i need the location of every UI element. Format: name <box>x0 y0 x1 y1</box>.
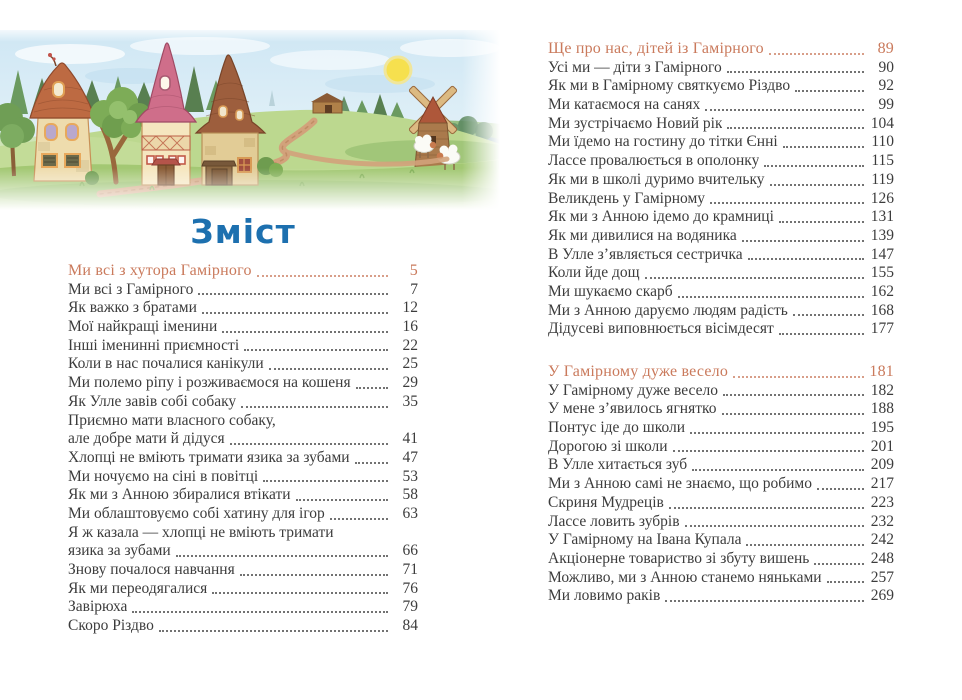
dot-leader <box>222 331 388 333</box>
toc-entry-page-number: 209 <box>870 456 894 474</box>
dot-leader <box>241 406 388 408</box>
toc-entry-label: язика за зубами <box>68 542 171 560</box>
toc-entry-label: Приємно мати власного собаку, <box>68 411 276 429</box>
dot-leader <box>779 221 864 223</box>
toc-entry-label: У Гамірному дуже весело <box>548 381 718 399</box>
toc-entry-label: Коли йде дощ <box>548 264 640 282</box>
toc-entry-label: Як ми з Анною збиралися втікати <box>68 486 291 504</box>
toc-entry-page-number: 168 <box>870 301 894 319</box>
toc-section-heading <box>548 363 894 382</box>
toc-entry-label: Акціонерне товариство зі збуту вишень <box>548 549 810 567</box>
toc-entry <box>548 419 894 438</box>
toc-entry-label: Лассе ловить зубрів <box>548 512 680 530</box>
toc-entry-page-number: 162 <box>870 282 894 300</box>
toc-entry-label: Ми облаштовуємо собі хатину для ігор <box>68 504 325 522</box>
toc-entry-page-number: 71 <box>402 561 418 578</box>
dot-leader <box>645 277 864 279</box>
toc-entry-label: Ми всі з Гамірного <box>68 280 194 298</box>
toc-entry-label: Як ми з Анною ідемо до крамниці <box>548 208 774 226</box>
toc-entry-label: Дорогою зі школи <box>548 437 668 455</box>
toc-entry-label: У мене з’явилось ягнятко <box>548 400 717 418</box>
dot-leader <box>685 525 864 527</box>
toc-entry-label: Як ми дивилися на водяника <box>548 226 737 244</box>
toc-entry-page-number: 66 <box>402 542 418 560</box>
dot-leader <box>244 349 388 351</box>
dot-leader <box>230 443 388 445</box>
toc-entry <box>68 299 418 318</box>
toc-entry <box>68 561 418 580</box>
toc-entry-label: Я ж казала — хлопці не вміють тримати <box>68 523 334 541</box>
toc-entry-label: Ми ночуємо на сіні в повітці <box>68 467 259 485</box>
toc-entry-label: Ми з Анною даруємо людям радість <box>548 301 788 319</box>
toc-left-sections <box>68 262 418 636</box>
toc-right-sections <box>548 40 894 606</box>
dot-leader <box>817 488 864 490</box>
toc-entry-label: Понтус іде до школи <box>548 419 686 437</box>
toc-section <box>548 40 894 339</box>
toc-entry-page-number: 25 <box>402 355 418 373</box>
toc-entry-label: Завірюха <box>68 598 128 616</box>
contents-title: Зміст <box>190 212 296 251</box>
dot-leader <box>296 499 388 501</box>
toc-entry-label: Як Улле завів собі собаку <box>68 392 237 410</box>
dot-leader <box>263 480 388 482</box>
toc-section <box>68 262 418 636</box>
dot-leader <box>722 413 865 415</box>
dot-leader <box>669 507 864 509</box>
dot-leader <box>212 592 388 594</box>
toc-entry-label: Можливо, ми з Анною станемо няньками <box>548 568 822 586</box>
dot-leader <box>356 387 388 389</box>
dot-leader <box>783 146 864 148</box>
toc-entry-page-number: 188 <box>870 400 894 418</box>
dot-leader <box>827 581 864 583</box>
toc-entry-page-number: 22 <box>402 336 418 354</box>
toc-entry <box>548 438 894 457</box>
toc-heading-page-number: 89 <box>877 40 894 57</box>
toc-entry <box>68 524 418 543</box>
toc-entry-label: Хлопці не вміють тримати язика за зубами <box>68 448 350 466</box>
toc-entry-page-number: 29 <box>402 374 418 392</box>
dot-leader <box>770 184 864 186</box>
toc-heading-page-number: 181 <box>869 363 894 380</box>
dot-leader <box>795 90 864 92</box>
toc-entry-page-number: 177 <box>870 320 894 338</box>
toc-heading-label: Ще про нас, дітей із Гамірного <box>548 40 764 57</box>
dot-leader <box>330 518 388 520</box>
dot-leader <box>673 450 864 452</box>
dot-leader <box>257 275 388 277</box>
toc-entry-page-number: 131 <box>870 208 894 226</box>
toc-entry-label: Мої найкращі іменини <box>68 318 218 336</box>
toc-entry <box>548 550 894 569</box>
toc-entry-label: Інші іменинні приємності <box>68 336 240 354</box>
toc-entry <box>548 190 894 209</box>
toc-entry-label: Скриня Мудреців <box>548 493 664 511</box>
toc-entry-label: але добре мати й дідуся <box>68 430 225 448</box>
toc-entry <box>548 208 894 227</box>
village-illustration <box>0 18 500 210</box>
toc-entry <box>68 337 418 356</box>
dot-leader <box>705 109 864 111</box>
toc-entry-label: Дідусеві виповнюється вісімдесят <box>548 320 774 338</box>
dot-leader <box>727 71 864 73</box>
toc-entry <box>548 475 894 494</box>
toc-entry-label: Як важко з братами <box>68 299 197 317</box>
toc-entry-label: Ми шукаємо скарб <box>548 282 673 300</box>
toc-entry <box>548 494 894 513</box>
toc-entry-page-number: 47 <box>402 448 418 466</box>
dot-leader <box>692 469 864 471</box>
toc-entry-page-number: 53 <box>402 467 418 485</box>
dot-leader <box>727 127 864 129</box>
toc-entry-page-number: 257 <box>870 568 894 586</box>
toc-heading-label: Ми всі з хутора Гамірного <box>68 262 252 279</box>
toc-entry <box>68 355 418 374</box>
toc-entry <box>68 542 418 561</box>
dot-leader <box>159 630 388 632</box>
dot-leader <box>733 376 864 378</box>
toc-entry <box>548 283 894 302</box>
toc-entry-label: В Улле хитається зуб <box>548 456 688 474</box>
toc-entry-page-number: 269 <box>870 587 894 605</box>
toc-entry-page-number: 12 <box>402 299 418 317</box>
toc-entry-page-number: 119 <box>871 170 894 188</box>
toc-entry-page-number: 104 <box>870 114 894 132</box>
toc-entry-page-number: 126 <box>870 189 894 207</box>
toc-entry-page-number: 63 <box>402 504 418 522</box>
toc-entry <box>68 598 418 617</box>
toc-entry <box>548 302 894 321</box>
toc-entry <box>548 59 894 78</box>
dot-leader <box>198 293 388 295</box>
toc-entry <box>548 531 894 550</box>
toc-entry-page-number: 223 <box>870 493 894 511</box>
toc-entry <box>548 77 894 96</box>
dot-leader <box>355 462 388 464</box>
toc-entry-label: Коли в нас почалися канікули <box>68 355 264 373</box>
toc-entry-page-number: 195 <box>870 419 894 437</box>
toc-entry-label: Усі ми — діти з Гамірного <box>548 58 722 76</box>
toc-entry-page-number: 84 <box>402 617 418 635</box>
dot-leader <box>269 368 388 370</box>
toc-entry <box>548 152 894 171</box>
dot-leader <box>665 600 864 602</box>
toc-entry <box>548 171 894 190</box>
toc-heading-label: У Гамірному дуже весело <box>548 363 729 380</box>
toc-entry-label: Знову почалося навчання <box>68 561 235 578</box>
toc-entry <box>68 580 418 599</box>
toc-entry-page-number: 90 <box>878 58 894 76</box>
toc-right-page <box>548 40 894 606</box>
toc-entry <box>548 513 894 532</box>
toc-entry-page-number: 76 <box>402 579 418 597</box>
toc-entry-page-number: 155 <box>870 264 894 282</box>
toc-entry-label: Ми ловимо раків <box>548 587 661 605</box>
dot-leader <box>723 394 864 396</box>
toc-entry-label: Ми зустрічаємо Новий рік <box>548 114 723 132</box>
dot-leader <box>202 312 388 314</box>
toc-entry <box>68 393 418 412</box>
dot-leader <box>814 563 864 565</box>
toc-entry-page-number: 201 <box>870 437 894 455</box>
toc-entry-page-number: 217 <box>870 475 894 493</box>
toc-section <box>548 363 894 606</box>
toc-entry-page-number: 242 <box>870 531 894 549</box>
toc-entry-page-number: 16 <box>402 318 418 336</box>
toc-entry-label: Як ми в Гамірному святкуємо Різдво <box>548 77 791 95</box>
dot-leader <box>779 333 864 335</box>
sun-icon <box>385 57 411 83</box>
toc-entry-page-number: 7 <box>410 280 418 298</box>
toc-entry-page-number: 182 <box>870 381 894 399</box>
toc-entry-page-number: 35 <box>402 392 418 410</box>
dot-leader <box>678 296 864 298</box>
toc-entry-label: Як ми в школі дуримо вчительку <box>548 170 765 188</box>
toc-entry <box>548 456 894 475</box>
toc-section-heading <box>548 40 894 59</box>
dot-leader <box>176 555 388 557</box>
toc-entry <box>548 96 894 115</box>
toc-entry-page-number: 92 <box>878 77 894 95</box>
toc-entry <box>68 374 418 393</box>
dot-leader <box>690 432 864 434</box>
toc-entry <box>548 246 894 265</box>
dot-leader <box>746 544 864 546</box>
dot-leader <box>240 574 388 576</box>
toc-entry <box>68 281 418 300</box>
toc-entry <box>548 382 894 401</box>
dot-leader <box>764 165 864 167</box>
toc-entry-label: В Улле з’являється сестричка <box>548 245 743 263</box>
toc-entry-page-number: 115 <box>871 152 894 170</box>
toc-entry <box>68 449 418 468</box>
toc-entry-label: Скоро Різдво <box>68 617 154 635</box>
toc-entry-page-number: 58 <box>402 486 418 504</box>
toc-entry <box>68 468 418 487</box>
toc-entry <box>68 412 418 431</box>
toc-entry <box>548 133 894 152</box>
toc-entry-page-number: 99 <box>878 96 894 114</box>
toc-entry <box>548 227 894 246</box>
dot-leader <box>710 202 864 204</box>
toc-entry-page-number: 147 <box>870 245 894 263</box>
toc-entry <box>68 617 418 636</box>
dot-leader <box>748 258 864 260</box>
toc-entry <box>68 318 418 337</box>
toc-entry-page-number: 139 <box>870 226 894 244</box>
toc-left-page <box>68 210 418 636</box>
toc-entry-label: Ми катаємося на санях <box>548 96 701 114</box>
toc-entry-label: Ми з Анною самі не знаємо, що робимо <box>548 475 812 493</box>
toc-entry-page-number: 232 <box>870 512 894 530</box>
toc-entry-label: Як ми переодягалися <box>68 579 208 597</box>
toc-entry <box>68 505 418 524</box>
dot-leader <box>742 240 864 242</box>
toc-entry <box>548 400 894 419</box>
toc-entry-label: Ми полемо ріпу і розживаємося на кошеня <box>68 374 351 392</box>
toc-entry <box>548 587 894 606</box>
toc-entry <box>548 569 894 588</box>
dot-leader <box>793 314 864 316</box>
dot-leader <box>769 53 864 55</box>
toc-entry-label: У Гамірному на Івана Купала <box>548 531 742 549</box>
toc-entry-page-number: 248 <box>870 549 894 567</box>
toc-entry <box>548 320 894 339</box>
toc-entry-label: Великдень у Гамірному <box>548 189 706 207</box>
toc-entry <box>548 115 894 134</box>
toc-entry <box>548 264 894 283</box>
toc-heading-page-number: 5 <box>409 262 418 279</box>
toc-entry <box>68 486 418 505</box>
dot-leader <box>132 611 388 613</box>
toc-entry-page-number: 110 <box>871 133 894 151</box>
toc-entry-label: Лассе провалюється в ополонку <box>548 152 760 170</box>
toc-section-heading <box>68 262 418 281</box>
toc-entry <box>68 430 418 449</box>
toc-entry-page-number: 79 <box>402 598 418 616</box>
toc-entry-page-number: 41 <box>402 430 418 448</box>
toc-entry-label: Ми їдемо на гостину до тітки Єнні <box>548 133 778 151</box>
